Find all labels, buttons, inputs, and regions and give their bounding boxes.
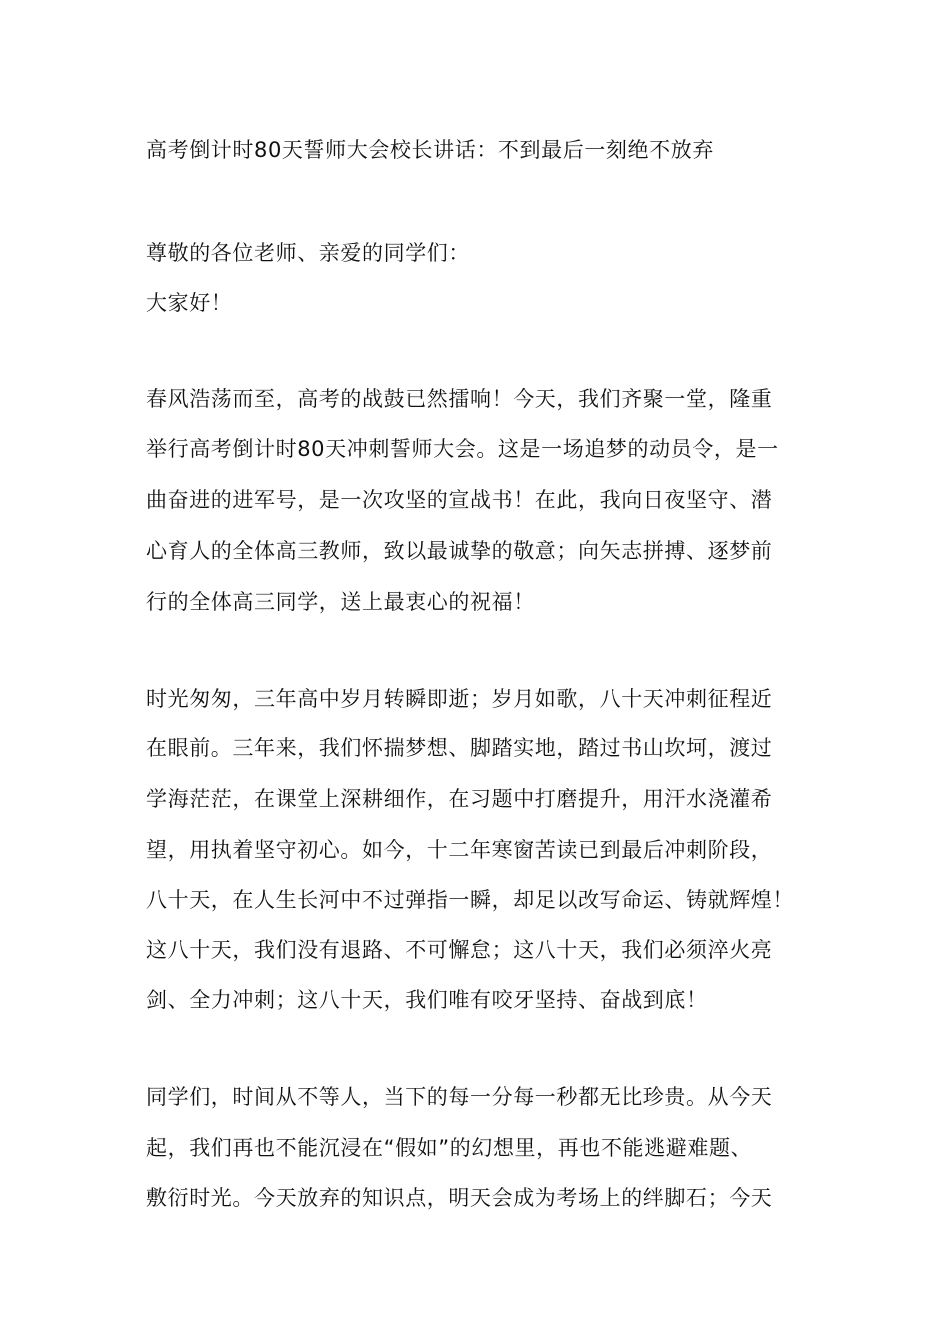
paragraph-line: 曲奋进的进军号，是一次攻坚的宣战书！在此，我向日夜坚守、潜 [146, 488, 773, 512]
paragraph-line: 学海茫茫，在课堂上深耕细作，在习题中打磨提升，用汗水浇灌希 [146, 787, 773, 811]
paragraph-line: 敷衍时光。今天放弃的知识点，明天会成为考场上的绊脚石；今天 [146, 1186, 773, 1210]
paragraph-line: 这八十天，我们没有退路、不可懈怠；这八十天，我们必须淬火亮 [146, 938, 773, 962]
paragraph-line: 在眼前。三年来，我们怀揣梦想、脚踏实地，踏过书山坎坷，渡过 [146, 736, 773, 760]
document-title: 高考倒计时80天誓师大会校长讲话：不到最后一刻绝不放弃 [146, 138, 714, 162]
greeting: 大家好！ [146, 291, 233, 315]
paragraph-line: 时光匆匆，三年高中岁月转瞬即逝；岁月如歌，八十天冲刺征程近 [146, 687, 773, 711]
paragraph-line: 八十天，在人生长河中不过弹指一瞬，却足以改写命运、铸就辉煌！ [146, 888, 794, 912]
paragraph-line: 举行高考倒计时80天冲刺誓师大会。这是一场追梦的动员令，是一 [146, 437, 779, 461]
paragraph-line: 起，我们再也不能沉浸在“假如”的幻想里，再也不能逃避难题、 [146, 1136, 753, 1160]
paragraph-line: 春风浩荡而至，高考的战鼓已然擂响！今天，我们齐聚一堂，隆重 [146, 387, 773, 411]
paragraph-line: 心育人的全体高三教师，致以最诚挚的敬意；向矢志拼搏、逐梦前 [146, 539, 773, 563]
paragraph-line: 剑、全力冲刺；这八十天，我们唯有咬牙坚持、奋战到底！ [146, 988, 708, 1012]
paragraph-line: 行的全体高三同学，送上最衷心的祝福！ [146, 590, 535, 614]
paragraph-line: 望，用执着坚守初心。如今，十二年寒窗苦读已到最后冲刺阶段， [146, 838, 773, 862]
salutation: 尊敬的各位老师、亲爱的同学们： [146, 241, 470, 265]
paragraph-line: 同学们，时间从不等人，当下的每一分每一秒都无比珍贵。从今天 [146, 1085, 773, 1109]
